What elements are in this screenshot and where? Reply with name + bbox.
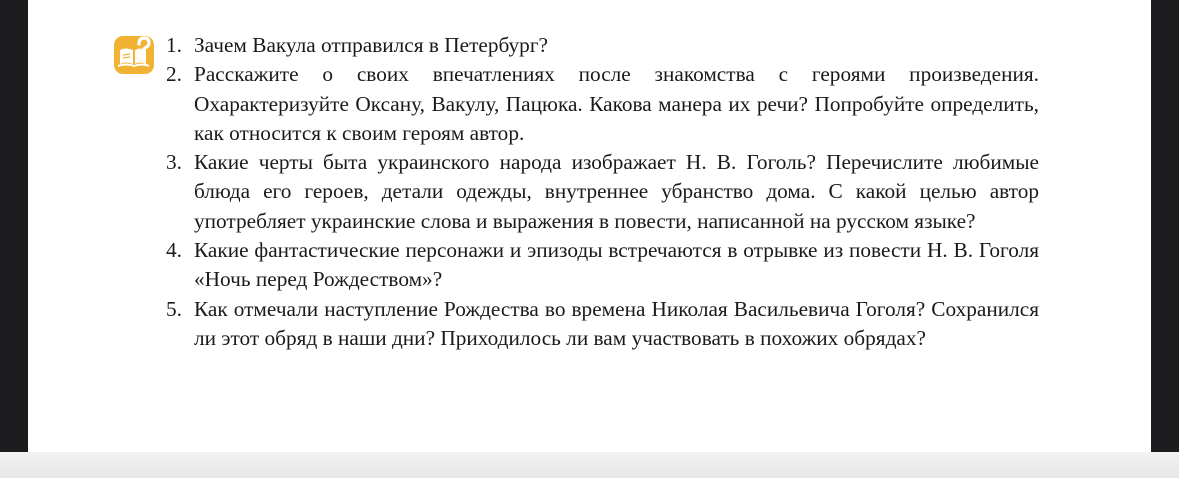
question-item — [163, 60, 1039, 148]
question-item — [163, 236, 1039, 295]
question-text: Расскажите о своих впечатлениях после знакомства с героями произведения. Охарактеризуйте Оксану, Вакулу, Пацюка. Какова манера их речи? Попробуйте определить, как относится к своим героям автор. — [194, 62, 1039, 145]
question-number: 4. — [166, 238, 182, 263]
question-item — [163, 295, 1039, 354]
question-text: Какие фантастические персонажи и эпизоды встречаются в отрывке из повести Н. В. Гоголя «Ночь перед Рождеством»? — [194, 238, 1039, 292]
question-item — [163, 31, 1039, 60]
question-number: 5. — [166, 296, 182, 321]
questions-list — [163, 31, 1039, 353]
question-number: 3. — [166, 150, 182, 175]
book-question-icon — [112, 33, 156, 77]
question-number: 2. — [166, 62, 182, 87]
bottom-bar — [0, 452, 1179, 478]
question-number: 1. — [166, 33, 182, 57]
question-text: Как отмечали наступление Рождества во времена Николая Васильевича Гоголя? Сохранился ли этот обряд в наши дни? Приходилось ли вам участвовать в похожих обрядах? — [194, 296, 1039, 350]
question-text: Какие черты быта украинского народа изображает Н. В. Гоголь? Перечислите любимые блюда его героев, детали одежды, внутреннее убранство дома. С какой целью автор употребляет украинские слова и выражения в повести, написанной на русском языке? — [194, 150, 1039, 233]
question-text: Зачем Вакула отправился в Петербург? — [194, 33, 549, 57]
question-item — [163, 148, 1039, 236]
